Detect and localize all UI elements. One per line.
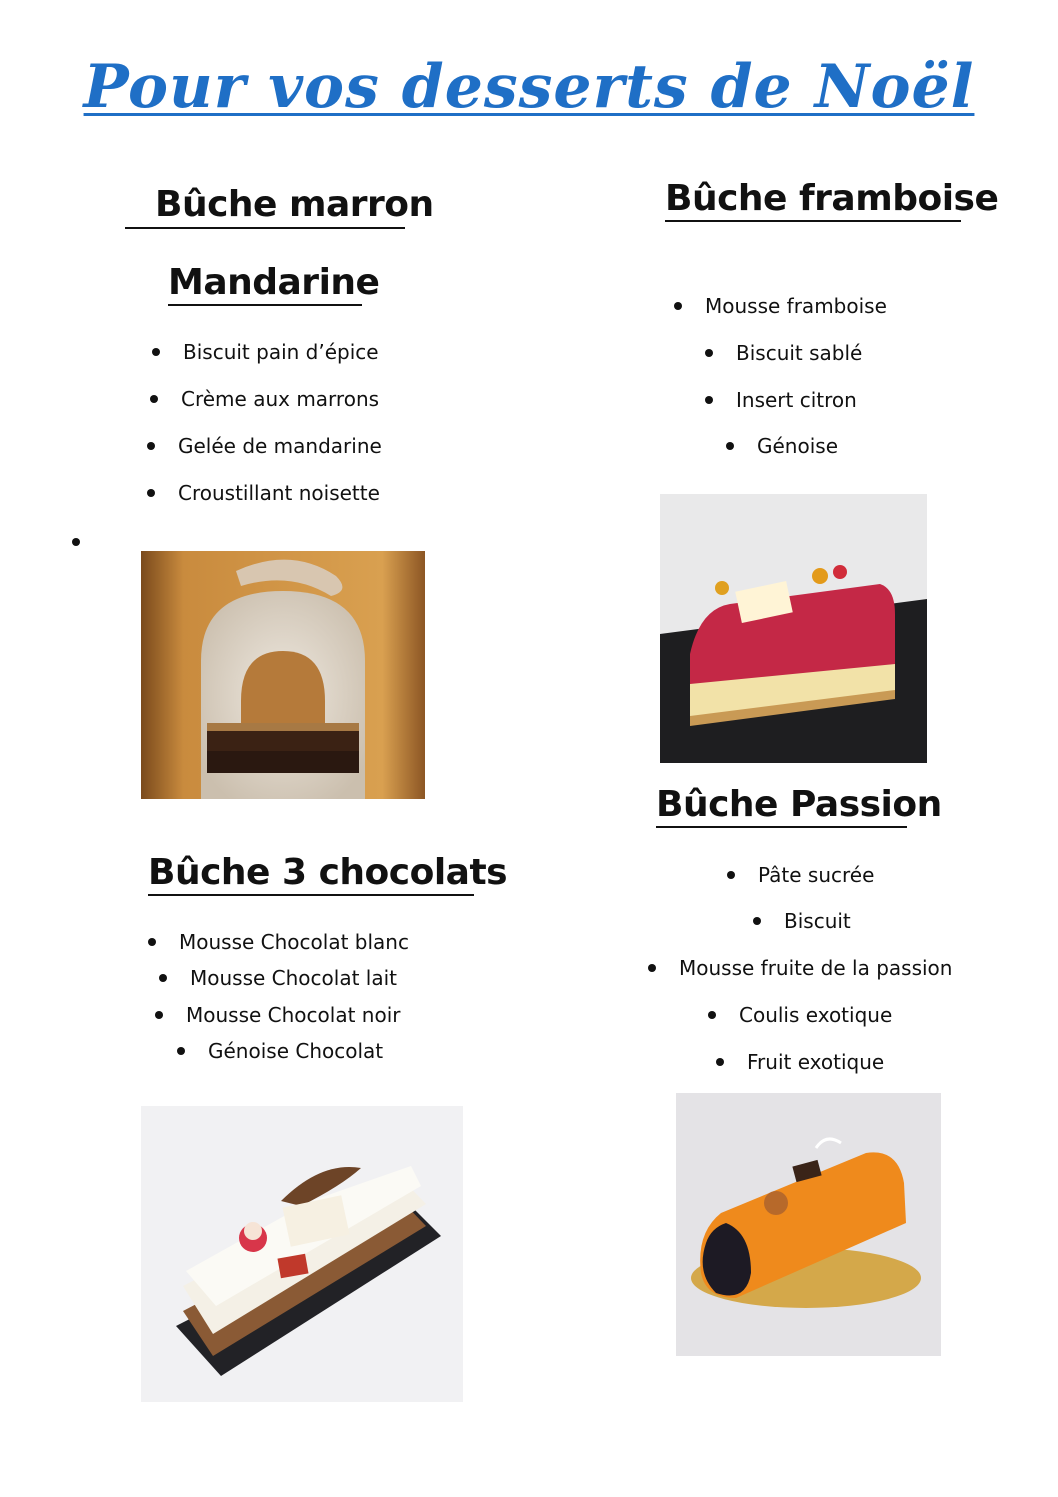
list-item: Mousse framboise xyxy=(705,294,887,318)
list-item: Génoise Chocolat xyxy=(208,1039,384,1063)
list-item: Mousse fruite de la passion xyxy=(679,956,953,980)
bullet-icon xyxy=(147,489,155,497)
bullet-icon xyxy=(147,442,155,450)
bullet-icon xyxy=(726,442,734,450)
bullet-icon xyxy=(648,964,656,972)
bullet-icon xyxy=(152,348,160,356)
bullet-icon xyxy=(716,1058,724,1066)
list-item: Pâte sucrée xyxy=(758,863,875,887)
heading-underline xyxy=(148,894,474,896)
bullet-icon xyxy=(674,302,682,310)
bullet-icon xyxy=(177,1047,185,1055)
bullet-icon xyxy=(753,917,761,925)
list-item: Croustillant noisette xyxy=(178,481,380,505)
list-item: Mousse Chocolat lait xyxy=(190,966,398,990)
bullet-icon xyxy=(159,974,167,982)
list-item: Fruit exotique xyxy=(747,1050,885,1074)
list-item: Gelée de mandarine xyxy=(178,434,382,458)
list-item: Biscuit sablé xyxy=(736,341,863,365)
heading-underline xyxy=(656,826,907,828)
section-heading-framboise: Bûche framboise xyxy=(665,178,999,219)
list-item: Mousse Chocolat noir xyxy=(186,1003,401,1027)
section-heading-marron: Bûche marron xyxy=(155,184,434,225)
section-heading-marron-line2: Mandarine xyxy=(168,262,380,303)
section-heading-passion: Bûche Passion xyxy=(656,784,942,825)
bullet-icon xyxy=(727,871,735,879)
list-item: Biscuit pain d’épice xyxy=(183,340,379,364)
bullet-icon xyxy=(155,1011,163,1019)
bullet-icon xyxy=(150,395,158,403)
photo-buche-marron xyxy=(141,551,425,799)
list-item: Crème aux marrons xyxy=(181,387,380,411)
section-heading-chocolats: Bûche 3 chocolats xyxy=(148,852,508,893)
bullet-icon xyxy=(705,349,713,357)
heading-underline xyxy=(168,304,362,306)
list-item: Génoise xyxy=(757,434,838,458)
bullet-icon xyxy=(72,538,80,546)
page-title: Pour vos desserts de Noël xyxy=(83,52,975,122)
photo-buche-framboise xyxy=(660,494,927,763)
bullet-icon xyxy=(705,396,713,404)
list-item: Biscuit xyxy=(784,909,851,933)
heading-underline xyxy=(665,220,961,222)
list-item: Coulis exotique xyxy=(739,1003,893,1027)
photo-buche-chocolats xyxy=(141,1106,463,1402)
list-item: Mousse Chocolat blanc xyxy=(179,930,409,954)
bullet-icon xyxy=(148,938,156,946)
photo-buche-passion xyxy=(676,1093,941,1356)
list-item: Insert citron xyxy=(736,388,857,412)
bullet-icon xyxy=(708,1011,716,1019)
heading-underline xyxy=(125,227,405,229)
